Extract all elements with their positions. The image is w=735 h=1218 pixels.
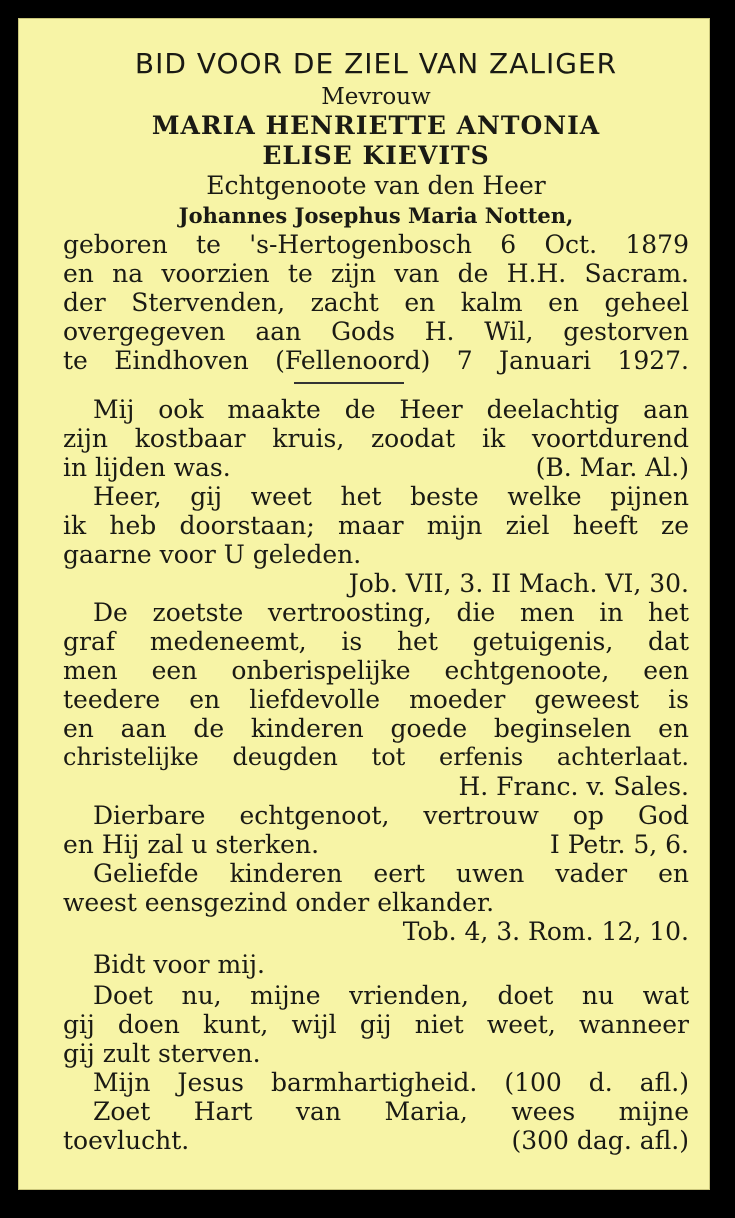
verse-line: Bidt voor mij. bbox=[93, 950, 265, 979]
verse-line: graf medeneemt, is het getuigenis, dat bbox=[63, 627, 689, 656]
verse-line: men een onberispelijke echtgenoote, een bbox=[63, 656, 689, 685]
bio-line: geboren te 's-Hertogenbosch 6 Oct. 1879 bbox=[63, 230, 689, 259]
verse-reference: (B. Mar. Al.) bbox=[535, 453, 689, 482]
verse-line: en aan de kinderen goede beginselen en bbox=[63, 714, 689, 743]
verse-line: Dierbare echtgenoot, vertrouw op God bbox=[93, 801, 689, 830]
verse-reference: H. Franc. v. Sales. bbox=[458, 772, 689, 801]
deceased-name-line2: ELISE KIEVITS bbox=[262, 141, 490, 170]
bio-line: der Stervenden, zacht en kalm en geheel bbox=[63, 288, 689, 317]
verse-text: in lijden was. bbox=[63, 453, 231, 482]
verse-line: Heer, gij weet het beste welke pijnen bbox=[93, 482, 689, 511]
verse-line: teedere en liefdevolle moeder geweest is bbox=[63, 685, 689, 714]
verse-reference: Job. VII, 3. II Mach. VI, 30. bbox=[348, 569, 689, 598]
bio-line: te Eindhoven (Fellenoord) 7 Januari 1927. bbox=[63, 346, 689, 375]
indulgence-line-with-ref bbox=[63, 1126, 689, 1155]
verse-line: gij zult sterven. bbox=[63, 1039, 261, 1068]
verse-line: christelijke deugden tot erfenis achterlaat. bbox=[63, 743, 689, 771]
title-mevrouw: Mevrouw bbox=[321, 84, 431, 110]
verse-line: Doet nu, mijne vrienden, doet nu wat bbox=[93, 981, 689, 1010]
verse-text: toevlucht. bbox=[63, 1126, 190, 1155]
deceased-name-line1: MARIA HENRIETTE ANTONIA bbox=[151, 111, 601, 140]
verse-reference: Tob. 4, 3. Rom. 12, 10. bbox=[402, 917, 689, 946]
indulgence-line: Mijn Jesus barmhartigheid. (100 d. afl.) bbox=[93, 1068, 689, 1097]
verse-line: weest eensgezind onder elkander. bbox=[63, 888, 495, 917]
verse-line: gaarne voor U geleden. bbox=[63, 540, 362, 569]
verse-line: zijn kostbaar kruis, zoodat ik voortdurend bbox=[63, 424, 689, 453]
prayer-heading: BID VOOR DE ZIEL VAN ZALIGER bbox=[134, 47, 618, 80]
verse-line: gij doen kunt, wijl gij niet weet, wanneer bbox=[63, 1010, 689, 1039]
verse-line: Geliefde kinderen eert uwen vader en bbox=[93, 859, 689, 888]
verse-line: Mij ook maakte de Heer deelachtig aan bbox=[93, 395, 689, 424]
bio-line: en na voorzien te zijn van de H.H. Sacram. bbox=[63, 259, 689, 288]
verse-text: en Hij zal u sterken. bbox=[63, 830, 320, 859]
verse-line-with-ref bbox=[63, 830, 689, 859]
memorial-card bbox=[18, 18, 710, 1190]
verse-line: ik heb doorstaan; maar mijn ziel heeft ze bbox=[63, 511, 689, 540]
verse-reference: (300 dag. afl.) bbox=[511, 1126, 689, 1155]
verse-reference: I Petr. 5, 6. bbox=[549, 830, 689, 859]
spouse-label: Echtgenoote van den Heer bbox=[206, 171, 546, 200]
bio-line: overgegeven aan Gods H. Wil, gestorven bbox=[63, 317, 689, 346]
verse-line-with-ref bbox=[63, 453, 689, 482]
verse-line: De zoetste vertroosting, die men in het bbox=[93, 598, 689, 627]
spouse-name: Johannes Josephus Maria Notten, bbox=[178, 203, 574, 228]
indulgence-line: Zoet Hart van Maria, wees mijne bbox=[93, 1097, 689, 1126]
divider bbox=[294, 382, 404, 384]
